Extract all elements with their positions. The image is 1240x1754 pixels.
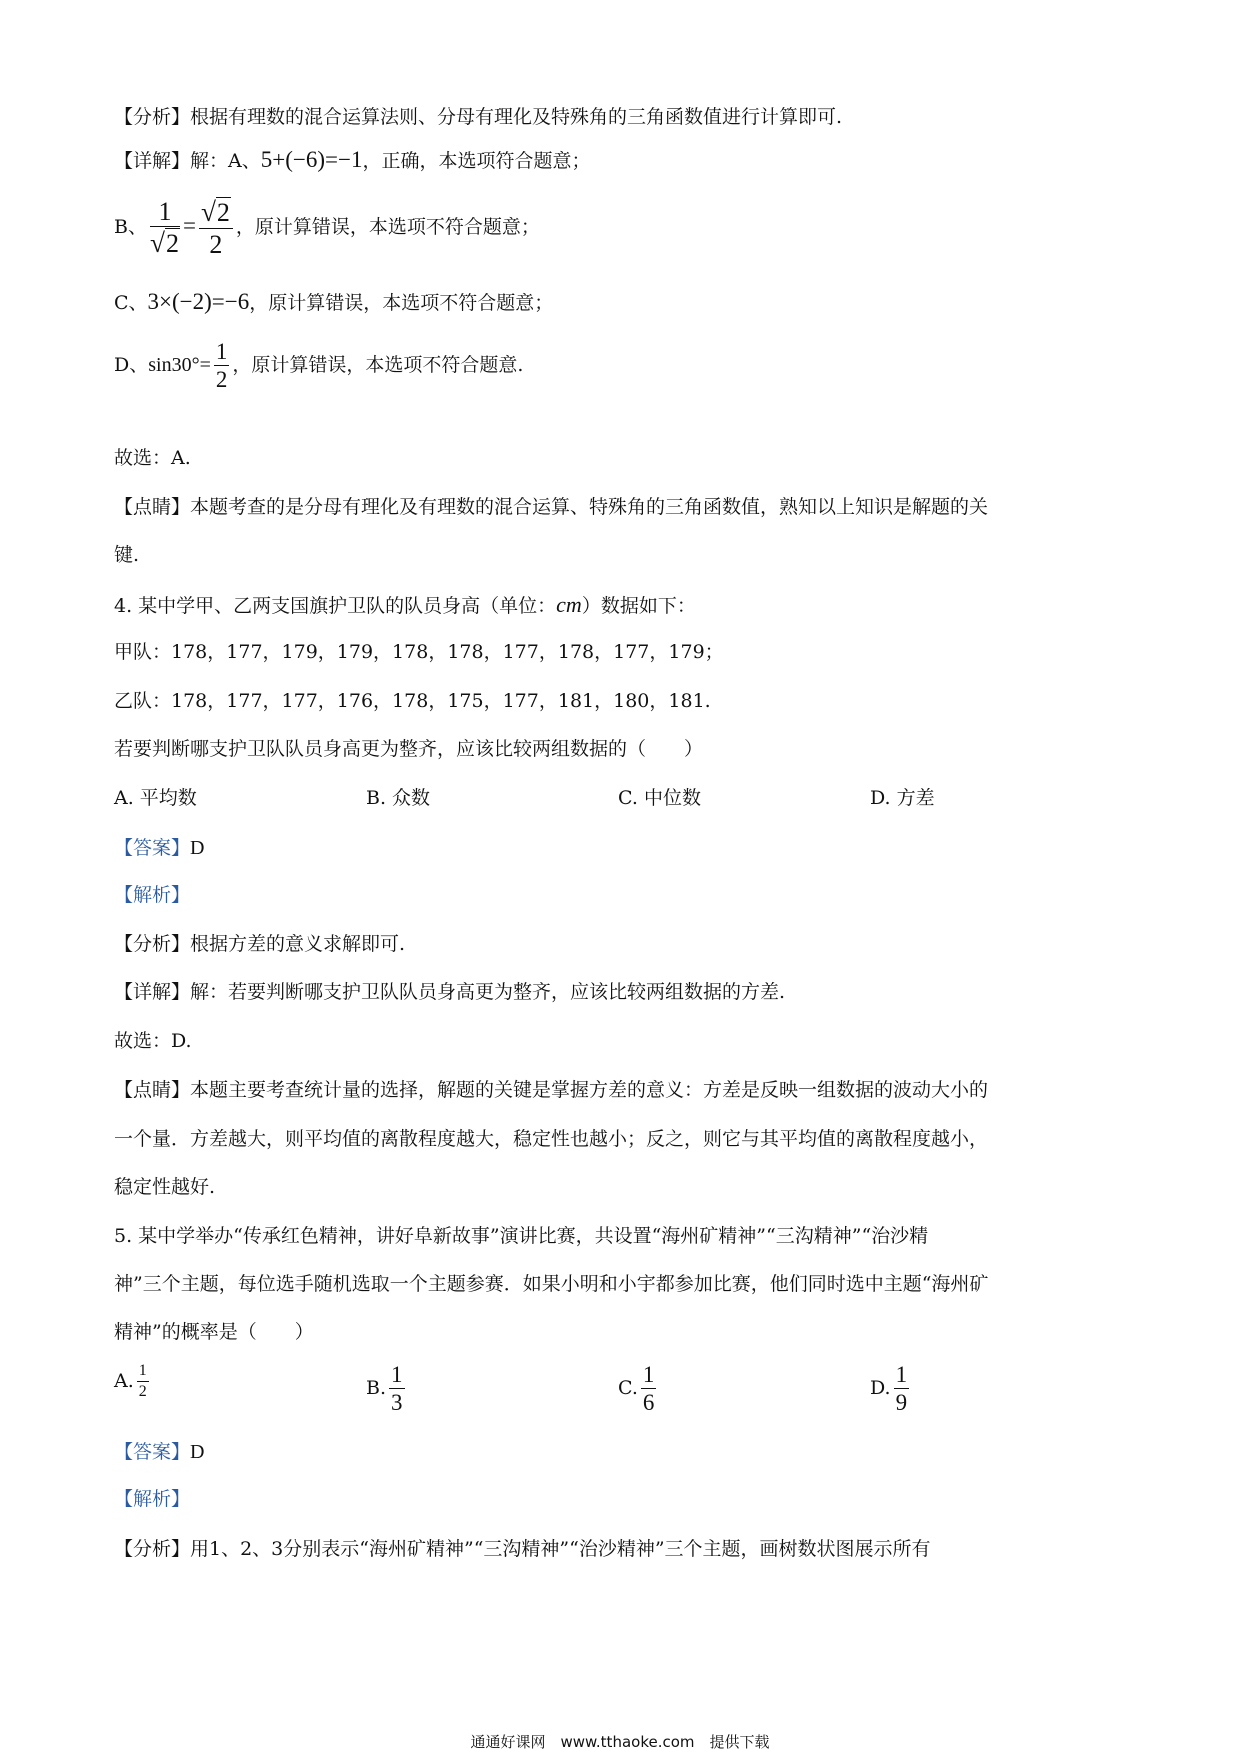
q3-b-frac1 — [150, 198, 180, 258]
q5-option-a-num: 1 — [137, 1363, 149, 1382]
q3-detail-a-text: ，正确，本选项符合题意； — [362, 150, 591, 172]
q5-option-c-den: 6 — [642, 1390, 655, 1416]
q3-d-text: ，原计算错误，本选项不符合题意. — [232, 354, 524, 377]
q3-analysis: 【分析】根据有理数的混合运算法则、分母有理化及特殊角的三角函数值进行计算即可. — [114, 106, 843, 128]
q3-d-frac-num: 1 — [214, 340, 230, 366]
q4-detail: 【详解】解：若要判断哪支护卫队队员身高更为整齐，应该比较两组数据的方差. — [114, 981, 786, 1003]
q5-option-b-den: 3 — [391, 1390, 403, 1416]
q4-option-d: D. 方差 — [870, 787, 935, 809]
q3-b-frac2-num-sqrt — [199, 198, 233, 229]
q3-b-frac1-num: 1 — [150, 198, 180, 227]
q3-c-prefix: C、 — [114, 292, 148, 314]
q3-b-frac1-den-sqrt — [150, 227, 180, 258]
q4-comment-line1: 【点睛】本题主要考查统计量的选择，解题的关键是掌握方差的意义：方差是反映一组数据的波动大小的 — [114, 1079, 989, 1101]
q5-option-d-num: 1 — [894, 1363, 910, 1389]
q5-stem-line1: 5. 某中学举办“传承红色精神，讲好阜新故事”演讲比赛，共设置“海州矿精神”“三沟精神”“治沙精 — [114, 1225, 929, 1247]
q4-answer-value: D — [190, 837, 205, 859]
q3-comment-line2: 键. — [114, 544, 140, 566]
q3-option-b-line — [114, 198, 540, 258]
sqrt-icon: √ — [149, 228, 165, 259]
q4-option-c: C. 中位数 — [618, 787, 701, 809]
q3-c-expr: 3×(−2)=−6 — [147, 289, 250, 314]
q5-option-a — [114, 1363, 152, 1401]
page-footer: 通通好课网 www.tthaoke.com 提供下载 — [470, 1733, 770, 1751]
q5-option-c — [618, 1363, 659, 1415]
q3-b-frac2-den: 2 — [209, 229, 223, 259]
q3-detail-a — [114, 148, 590, 171]
q5-stem-line2: 神”三个主题，每位选手随机选取一个主题参赛．如果小明和小宇都参加比赛，他们同时选中主题“海州矿 — [114, 1273, 989, 1295]
q5-stem-line3: 精神”的概率是（ ） — [114, 1321, 314, 1343]
q4-analysis-tag: 【解析】 — [114, 884, 191, 906]
q3-b-frac1-den: 2 — [165, 229, 179, 259]
q4-comment-line3: 稳定性越好. — [114, 1176, 216, 1198]
q3-d-frac-den: 2 — [215, 367, 228, 393]
q4-team-b: 乙队：178，177，177，176，178，175，177，181，180，181. — [114, 690, 711, 712]
q3-choice: 故选：A. — [114, 447, 191, 469]
sqrt-icon: √ — [200, 197, 216, 227]
q5-option-b-num: 1 — [389, 1363, 405, 1389]
q4-stem — [114, 594, 696, 616]
q3-d-prefix: D、 — [114, 354, 149, 377]
q5-option-a-label: A. — [114, 1369, 134, 1392]
q3-b-prefix: B、 — [114, 215, 147, 238]
q3-b-eq: = — [182, 212, 196, 238]
q5-answer — [114, 1442, 204, 1462]
q5-analysis: 【分析】用1、2、3分别表示“海州矿精神”“三沟精神”“治沙精神”三个主题，画树数状图展示所有 — [114, 1538, 931, 1560]
q5-option-d-label: D. — [870, 1377, 891, 1400]
q4-choice: 故选：D. — [114, 1030, 192, 1052]
q3-detail-prefix: 【详解】解：A、 — [114, 150, 261, 172]
q5-option-a-den: 2 — [138, 1382, 147, 1400]
q3-b-frac2 — [199, 198, 233, 258]
q5-option-c-label: C. — [618, 1377, 638, 1400]
q4-question: 若要判断哪支护卫队队员身高更为整齐，应该比较两组数据的（ ） — [114, 738, 704, 760]
q5-option-b-label: B. — [366, 1377, 387, 1400]
q4-stem-unit: cm — [556, 592, 582, 617]
q4-answer — [114, 838, 204, 858]
q3-comment-line1: 【点睛】本题考查的是分母有理化及有理数的混合运算、特殊角的三角函数值，熟知以上知识是解题的关 — [114, 496, 989, 518]
q4-stem-b: ）数据如下： — [581, 595, 696, 617]
q5-option-d-frac — [894, 1363, 910, 1415]
q3-option-c-line — [114, 290, 553, 313]
q4-option-a: A. 平均数 — [114, 787, 197, 809]
q5-answer-value: D — [190, 1441, 205, 1463]
q5-analysis-tag: 【解析】 — [114, 1488, 191, 1510]
q4-stem-a: 4. 某中学甲、乙两支国旗护卫队的队员身高（单位： — [114, 595, 557, 617]
q3-b-frac2-num: 2 — [216, 198, 230, 227]
q5-option-d-den: 9 — [895, 1390, 908, 1416]
q4-answer-tag: 【答案】 — [114, 837, 191, 859]
q4-team-a: 甲队：178，177，179，179，178，178，177，178，177，179； — [114, 641, 724, 663]
q5-answer-tag: 【答案】 — [114, 1441, 191, 1463]
q5-option-a-frac — [137, 1363, 149, 1401]
q5-option-b — [366, 1363, 408, 1415]
q4-option-b: B. 众数 — [366, 787, 431, 809]
q3-c-text: ，原计算错误，本选项不符合题意； — [249, 292, 554, 314]
q3-b-text: ，原计算错误，本选项不符合题意； — [235, 215, 540, 238]
q5-option-c-frac — [641, 1363, 657, 1415]
q3-d-frac — [214, 340, 230, 392]
q3-option-d-line — [114, 340, 523, 392]
q4-comment-line2: 一个量．方差越大，则平均值的离散程度越大，稳定性也越小；反之，则它与其平均值的离散程度越小， — [114, 1128, 989, 1150]
q5-option-b-frac — [389, 1363, 405, 1415]
q3-detail-a-expr: 5+(−6)=−1 — [260, 147, 363, 172]
q5-option-c-num: 1 — [641, 1363, 657, 1389]
q3-d-expr: sin30°= — [148, 354, 211, 377]
q5-option-d — [870, 1363, 912, 1415]
q4-analysis: 【分析】根据方差的意义求解即可. — [114, 933, 406, 955]
